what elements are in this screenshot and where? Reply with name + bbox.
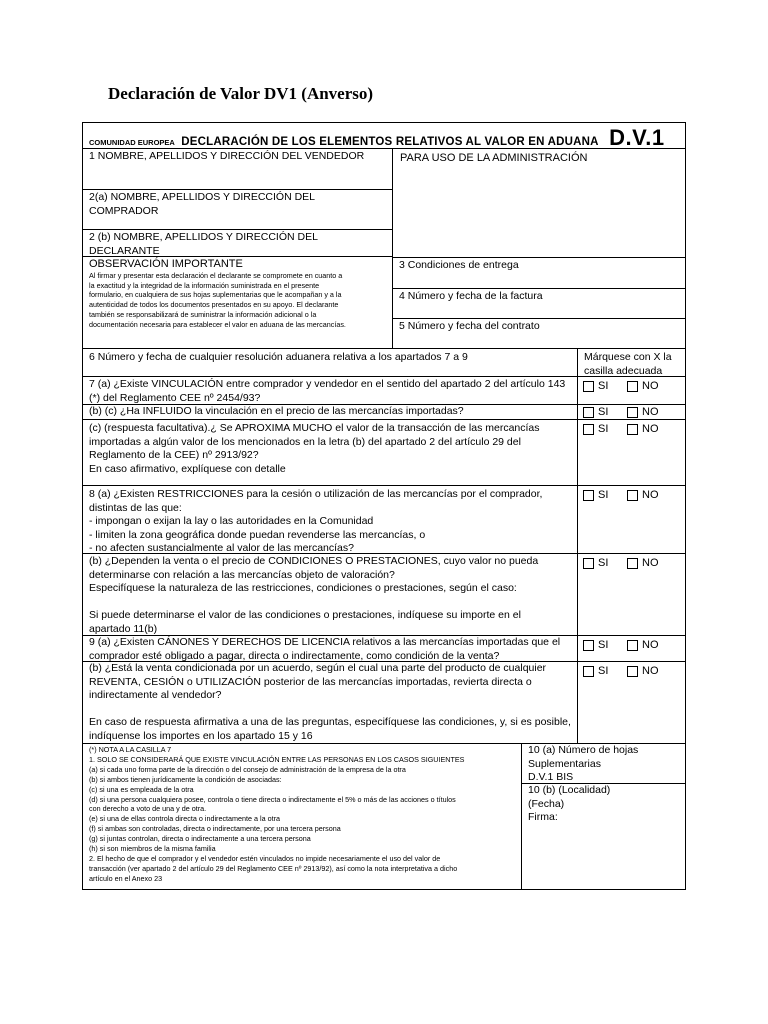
question-9b [83,661,577,743]
question-7b [83,404,577,419]
box-10a-line: Suplementarias [528,757,601,770]
box-3-delivery[interactable] [392,257,685,288]
question-9b-line: En caso de respuesta afirmativa a una de las preguntas, especifíquese las condiciones, y, si es posible, [89,716,571,728]
mark-note-line: Márquese con X la [584,351,672,363]
box-10a-sheets[interactable] [521,743,685,783]
answer-7b [577,404,685,419]
question-8b-line: Especifíquese la naturaleza de las restricciones, condiciones o prestaciones, según el caso: [89,582,517,594]
question-8a-line: - limiten la zona geográfica donde puedan revenderse las mercancías, o [89,528,426,541]
no-label: NO [642,406,659,419]
observation-line: documentación necesaria para establecer el valor en aduana de las mercancías. [89,319,346,329]
answer-8b [577,553,685,635]
box-1-seller[interactable] [83,148,392,189]
question-9a-line: 9 (a) ¿Existen CÁNONES Y DERECHOS DE LICENCIA relativos a las mercancías importadas que el [89,636,561,648]
question-7a [83,376,577,404]
observation-line: Al firmar y presentar esta declaración el declarante se compromete en cuanto a [89,271,343,280]
header-community: COMUNIDAD EUROPEA [89,138,175,147]
box-2b-label: 2 (b) NOMBRE, APELLIDOS Y DIRECCIÓN DEL DECLARANTE [89,231,318,257]
observation-line: formulario, en cualquiera de sus hojas suplementarias que le acompañan y a la [89,290,342,300]
box-10b-line: 10 (b) (Localidad) [528,784,611,796]
observation-line: autenticidad de todos los documentos presentados en su apoyo. El declarante [89,300,339,310]
question-7c-line: (c) (respuesta facultativa).¿ Se APROXIMA MUCHO el valor de la transacción de las mercancías [89,422,540,434]
question-8b [83,553,577,635]
note-line: (c) si una es empleada de la otra [89,784,194,794]
box-10b-line: (Fecha) [528,797,565,810]
no-checkbox[interactable] [627,490,638,501]
no-checkbox[interactable] [627,381,638,392]
question-8a-line: 8 (a) ¿Existen RESTRICCIONES para la cesión o utilización de las mercancías por el comprador, [89,488,543,500]
question-9b-line: REVENTA, CESIÓN o UTILIZACIÓN posterior de las mercancías importadas, revierta directa o [89,675,532,688]
box-4-invoice[interactable] [392,288,685,318]
answer-9a [577,635,685,661]
box-5-contract[interactable] [392,318,685,348]
question-8b-line [89,596,571,610]
yes-label: SI [598,665,609,678]
answer-9b [577,661,685,743]
no-checkbox[interactable] [627,424,638,435]
note-line: (*) NOTA A LA CASILLA 7 [89,745,172,754]
note-box-7 [83,743,521,889]
note-line: (f) si ambas son controladas, directa o indirectamente, por una tercera persona [89,824,341,834]
yes-checkbox[interactable] [583,666,594,677]
yes-checkbox[interactable] [583,407,594,418]
question-7c-line: En caso afirmativo, explíquese con detalle [89,462,286,475]
box-10b-signature[interactable] [521,783,685,889]
mark-note-line: casilla adecuada [584,364,663,377]
question-8b-line: (b) ¿Dependen la venta o el precio de CONDICIONES O PRESTACIONES, cuyo valor no pueda [89,555,539,567]
box-1-label: 1 NOMBRE, APELLIDOS Y DIRECCIÓN DEL VENDEDOR [89,150,365,162]
question-8b-line: apartado 11(b) [89,622,158,635]
box-10a-line: D.V.1 BIS [528,771,574,783]
note-line: (b) si ambos tienen jurídicamente la condición de asociadas: [89,774,282,784]
question-7b-line: (b) (c) ¿Ha INFLUIDO la vinculación en el precio de las mercancías importadas? [89,405,464,417]
mark-note-box [577,348,685,376]
yes-label: SI [598,489,609,502]
box-6-label: 6 Número y fecha de cualquier resolución aduanera relativa a los apartados 7 a 9 [89,351,468,363]
yes-label: SI [598,380,609,393]
yes-checkbox[interactable] [583,640,594,651]
yes-label: SI [598,406,609,419]
box-4-label: 4 Número y fecha de la factura [399,290,543,302]
no-label: NO [642,665,659,678]
note-line: artículo en el Anexo 23 [89,873,163,883]
observation-line: también se responsabilizará de suministrar la información adicional o la [89,309,317,319]
observation-box [83,256,392,342]
no-label: NO [642,557,659,570]
answer-7a [577,376,685,404]
no-label: NO [642,489,659,502]
observation-title: OBSERVACIÓN IMPORTANTE [89,258,243,270]
question-9a-line: comprador esté obligado a pagar, directa o indirectamente, como condición de la venta? [89,649,500,662]
note-line: (g) si juntas controlan, directa o indirectamente a una tercera persona [89,834,311,844]
no-label: NO [642,380,659,393]
note-line: 1. SOLO SE CONSIDERARÁ QUE EXISTE VINCULACIÓN ENTRE LAS PERSONAS EN LOS CASOS SIGUIENTES [89,754,465,764]
box-3-label: 3 Condiciones de entrega [399,259,519,271]
yes-label: SI [598,639,609,652]
note-line: (d) si una persona cualquiera posee, controla o tiene directa o indirectamente el 5% o más de las acciones o títulos [89,794,456,804]
note-line: con derecho a voto de una y de otra. [89,804,207,814]
note-line: (e) si una de ellas controla directa o indirectamente a la otra [89,814,280,824]
question-8a-line: distintas de las que: [89,501,182,514]
box-2b-declarant[interactable] [83,229,392,256]
yes-checkbox[interactable] [583,381,594,392]
dv1-form [82,122,686,890]
question-8a [83,485,577,553]
question-9a [83,635,577,661]
header-code: D.V.1 [609,125,665,150]
question-8b-line: Si puede determinarse el valor de las condiciones o prestaciones, indíquese su importe en el [89,609,521,621]
no-label: NO [642,639,659,652]
question-9b-line [89,703,571,717]
question-9b-line: indirectamente al vendedor? [89,689,222,701]
form-header [89,125,679,149]
observation-line: la exactitud y la integridad de la información suministrada en el presente [89,280,320,290]
question-7c-line: Reglamento de la CEE) nº 2913/92? [89,449,259,461]
box-10b-line: Firma: [528,811,558,823]
question-7a-line: 7 (a) ¿Existe VINCULACIÓN entre comprador y vendedor en el sentido del apartado 2 del artículo 143 [89,378,566,390]
question-7c-line: importadas a algún valor de los mencionados en la letra (b) del apartado 2 del artículo 29 del [89,435,521,448]
no-checkbox[interactable] [627,558,638,569]
question-8a-line: - no afecten sustancialmente al valor de las mercancías? [89,542,354,554]
no-checkbox[interactable] [627,640,638,651]
admin-use-label: PARA USO DE LA ADMINISTRACIÓN [400,152,588,164]
question-8b-line: determinarse con relación a las mercancías objeto de valoración? [89,568,395,581]
question-8a-line: - impongan o exijan la lay o las autoridades en la Comunidad [89,515,374,527]
box-10a-line: 10 (a) Número de hojas [528,744,639,756]
yes-checkbox[interactable] [583,490,594,501]
box-2a-label: 2(a) NOMBRE, APELLIDOS Y DIRECCIÓN DEL COMPRADOR [89,191,315,217]
yes-checkbox[interactable] [583,424,594,435]
yes-label: SI [598,423,609,436]
question-7c [83,419,577,485]
note-line: transacción (ver apartado 2 del artículo 29 del Reglamento CEE nº 2913/92), así como la nota interpretativa a dicho [89,863,458,873]
document-title: Declaración de Valor DV1 (Anverso) [108,84,374,103]
yes-label: SI [598,557,609,570]
question-9b-line: (b) ¿Está la venta condicionada por un acuerdo, según el cual una parte del producto de cualquier [89,662,547,674]
question-7a-line: (*) del Reglamento CEE nº 2454/93? [89,391,261,404]
box-6-ruling[interactable] [83,348,577,376]
note-line: (a) si cada uno forma parte de la dirección o del consejo de administración de la empresa de la otra [89,764,406,774]
box-2a-buyer[interactable] [83,189,392,229]
note-line: (h) si son miembros de la misma familia [89,844,216,854]
no-checkbox[interactable] [627,407,638,418]
no-checkbox[interactable] [627,666,638,677]
answer-8a [577,485,685,553]
answer-7c [577,419,685,485]
note-line: 2. El hecho de que el comprador y el vendedor estén vinculados no impide necesariamente el uso del valor de [89,853,441,863]
header-declaration: DECLARACIÓN DE LOS ELEMENTOS RELATIVOS AL VALOR EN ADUANA [181,136,599,148]
box-5-label: 5 Número y fecha del contrato [399,320,540,332]
question-9b-line: indíquense los importes en los apartado 15 y 16 [89,729,313,742]
no-label: NO [642,423,659,436]
yes-checkbox[interactable] [583,558,594,569]
